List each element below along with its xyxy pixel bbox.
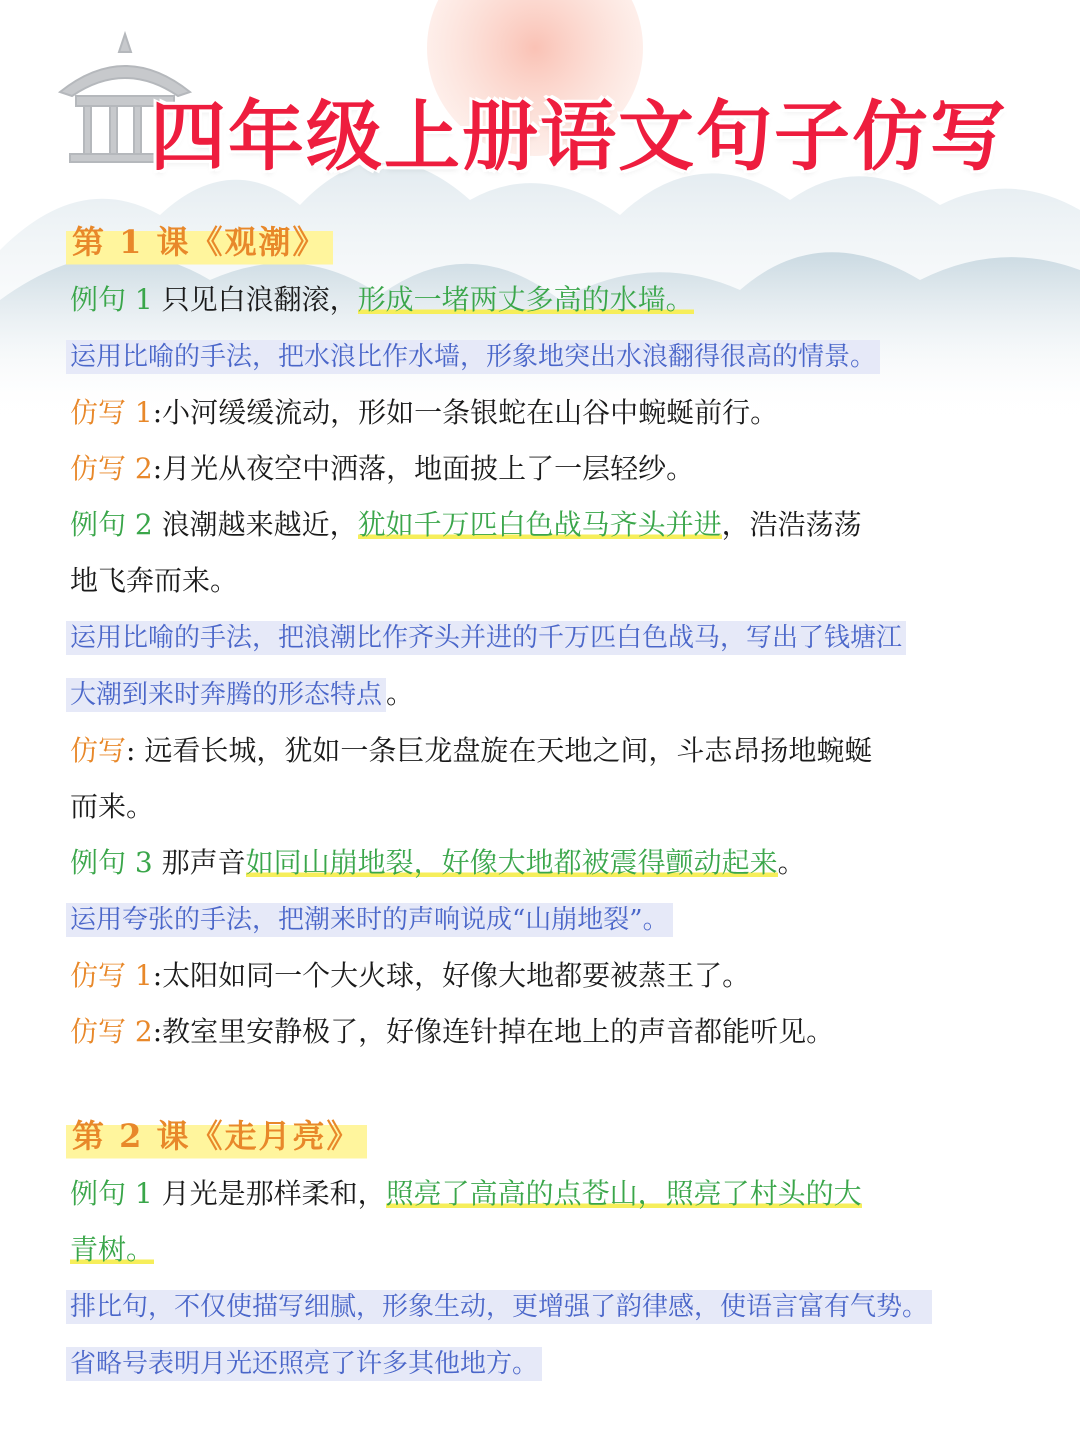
lesson-1-note-2b-row [70,666,1000,723]
example-text: 那声音 [161,846,246,879]
lesson-1-note-2a-row [70,609,1000,666]
imitation-label: 仿写 1 [70,959,153,992]
example-text-tail-2: 地飞奔而来。 [70,564,239,597]
lesson-2-example-1-cont [70,1222,1000,1278]
lesson-1-imitation-1 [70,385,1000,441]
imitation-text-2: 而来。 [70,790,155,823]
analysis-note: 运用夸张的手法，把潮来时的声响说成“山崩地裂”。 [66,903,673,937]
example-text: 月光是那样柔和， [161,1177,386,1210]
analysis-note: 运用比喻的手法，把浪潮比作齐头并进的千万匹白色战马，写出了钱塘江 [66,621,906,655]
example-highlight: 形成一堵两丈多高的水墙。 [357,283,694,316]
lesson-1-imitation-5 [70,1004,1000,1060]
imitation-label: 仿写 [70,734,127,767]
example-highlight-2: 青树。 [70,1233,155,1266]
lesson-2-note-2-row [70,1335,1000,1392]
lesson-1-example-1 [70,272,1000,328]
analysis-note-end: 。 [386,677,415,710]
example-text-end: 。 [777,846,806,879]
imitation-text: : 远看长城，犹如一条巨龙盘旋在天地之间，斗志昂扬地蜿蜒 [126,734,873,767]
example-text-tail: ，浩浩荡荡 [721,508,862,541]
imitation-label: 仿写 1 [70,396,153,429]
lesson-1-example-3 [70,835,1000,891]
example-label: 例句 1 [70,283,153,316]
lesson-2-example-1 [70,1166,1000,1222]
imitation-text: :小河缓缓流动，形如一条银蛇在山谷中蜿蜒前行。 [152,396,779,429]
lesson-1-note-3-row [70,891,1000,948]
analysis-note: 省略号表明月光还照亮了许多其他地方。 [66,1347,542,1381]
analysis-note: 运用比喻的手法，把水浪比作水墙，形象地突出水浪翻得很高的情景。 [66,340,880,374]
lesson-1-heading-row [70,214,1000,272]
lesson-2-note-1-row [70,1278,1000,1335]
lesson-1-example-2 [70,497,1000,553]
example-highlight: 照亮了高高的点苍山，照亮了村头的大 [385,1177,862,1210]
page-title: 四年级上册语文句子仿写 [150,92,1008,181]
lesson-2-heading-row [70,1108,1000,1166]
example-label: 例句 2 [70,508,153,541]
lesson-1-heading: 第 1 课《观潮》 [66,214,333,270]
lesson-1-example-2-cont [70,553,1000,609]
imitation-text: :教室里安静极了，好像连针掉在地上的声音都能听见。 [152,1015,835,1048]
imitation-text: :太阳如同一个大火球，好像大地都要被蒸王了。 [152,959,751,992]
example-label: 例句 3 [70,846,153,879]
example-text: 浪潮越来越近， [161,508,358,541]
lesson-1-imitation-4 [70,948,1000,1004]
imitation-label: 仿写 2 [70,452,153,485]
imitation-label: 仿写 2 [70,1015,153,1048]
analysis-note: 大潮到来时奔腾的形态特点 [66,678,386,712]
example-text: 只见白浪翻滚， [161,283,358,316]
example-label: 例句 1 [70,1177,153,1210]
analysis-note: 排比句，不仅使描写细腻，形象生动，更增强了韵律感，使语言富有气势。 [66,1290,932,1324]
lesson-2-heading: 第 2 课《走月亮》 [66,1108,367,1164]
imitation-text: :月光从夜空中洒落，地面披上了一层轻纱。 [152,452,695,485]
lesson-1-imitation-2 [70,441,1000,497]
lesson-1-imitation-3 [70,723,1000,779]
lesson-1-imitation-3-cont [70,779,1000,835]
example-highlight: 犹如千万匹白色战马齐头并进 [357,508,722,541]
content-area [70,214,1000,1392]
lesson-1-note-1-row [70,328,1000,385]
example-highlight: 如同山崩地裂，好像大地都被震得颤动起来 [245,846,778,879]
